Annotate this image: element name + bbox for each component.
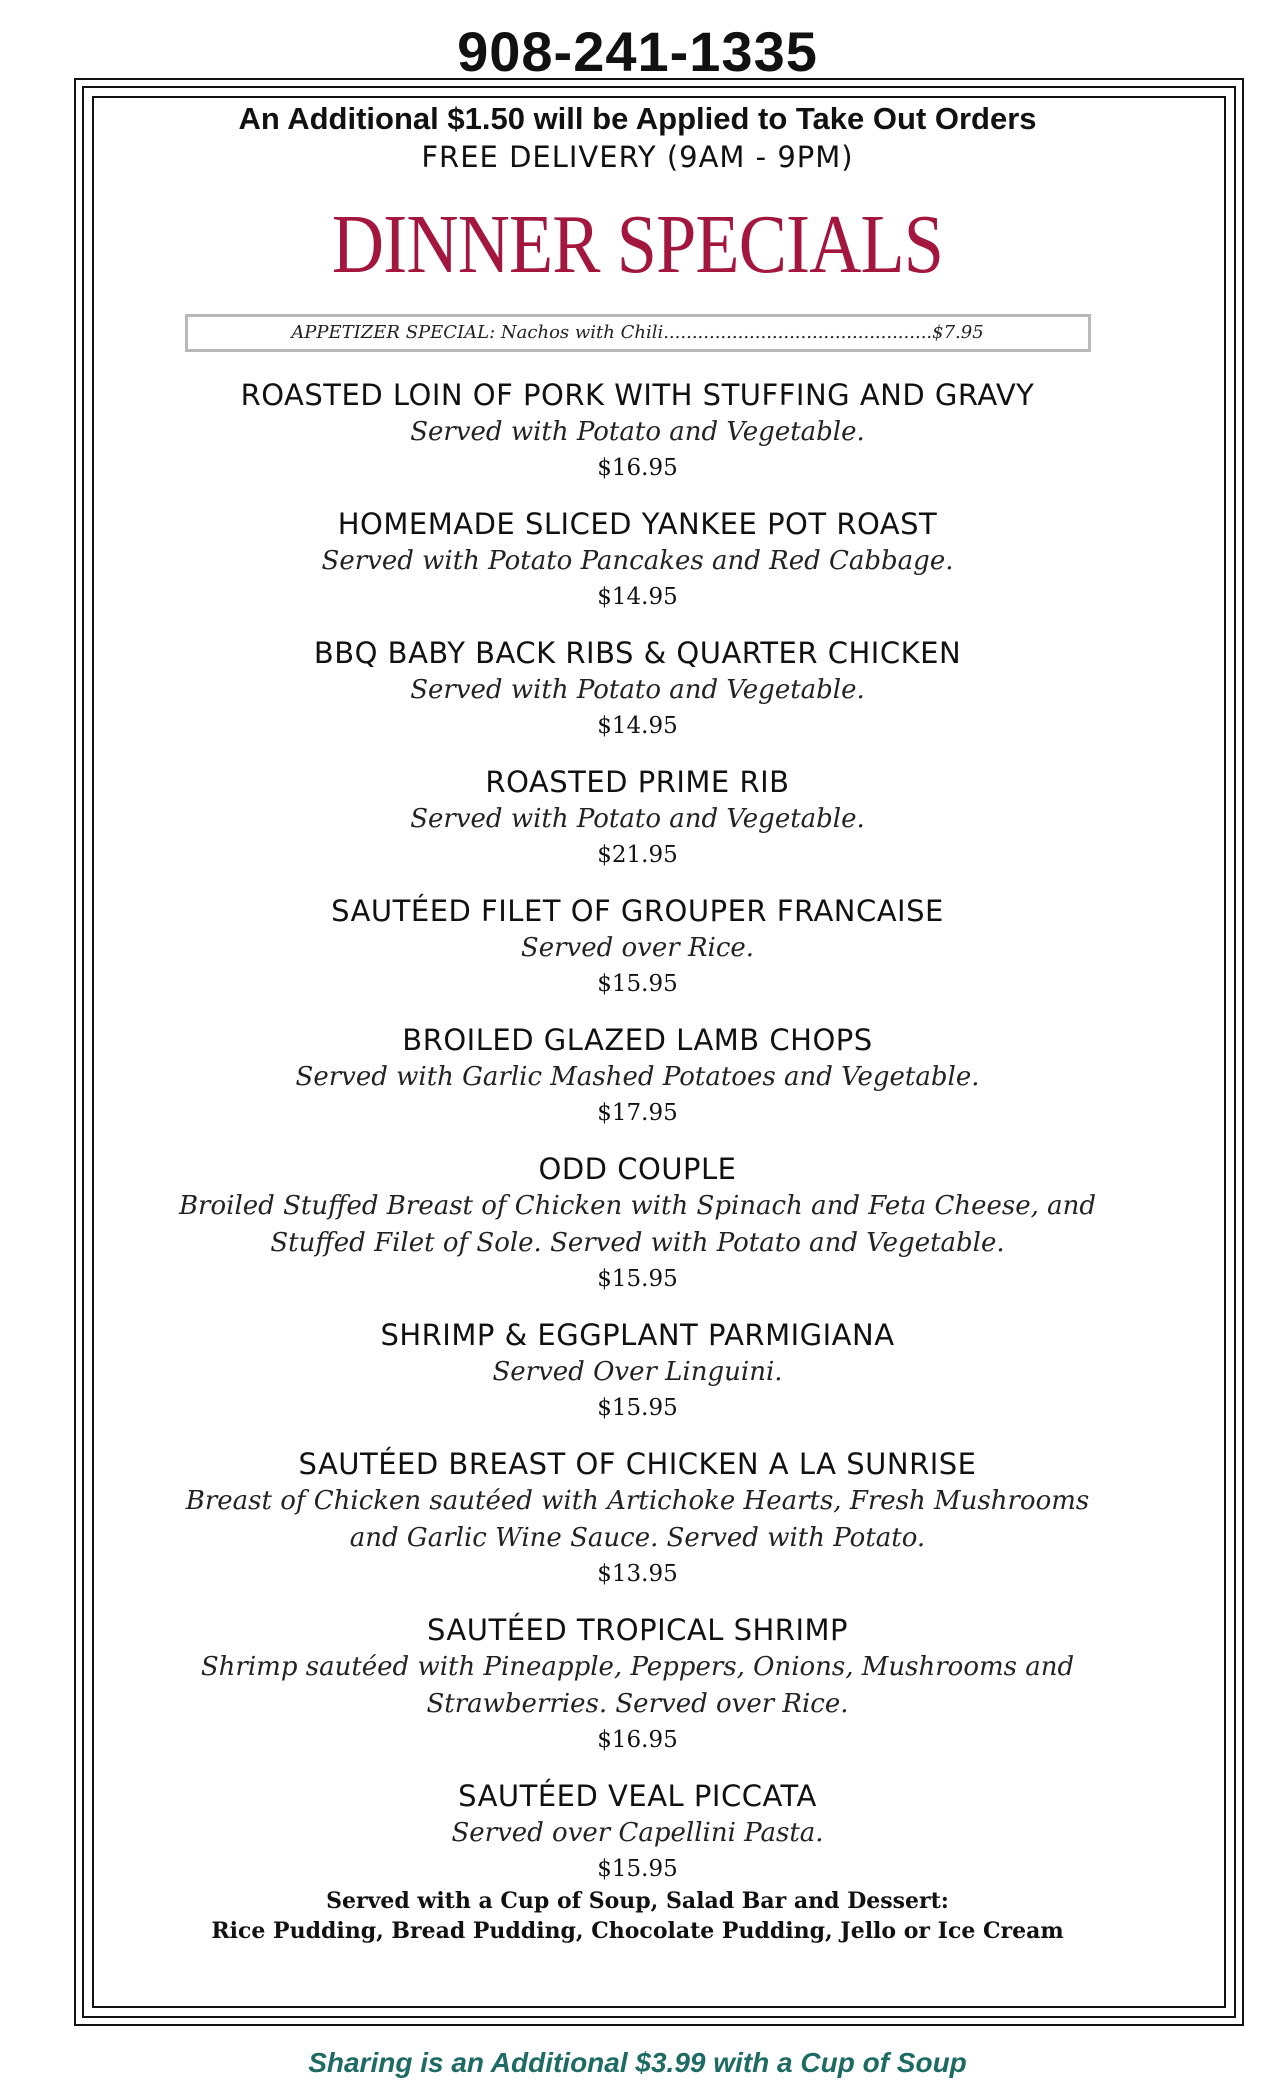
menu-item: [100, 1777, 1175, 1886]
dessert-options: Rice Pudding, Bread Pudding, Chocolate Pudding, Jello or Ice Cream: [211, 1918, 1064, 1944]
served-with-note: Served with a Cup of Soup, Salad Bar and Dessert:: [326, 1888, 949, 1914]
dish-description: Served with Potato and Vegetable.: [410, 804, 865, 834]
dish-price: $15.95: [597, 1395, 678, 1421]
dish-name: ODD COUPLE: [538, 1152, 737, 1186]
dish-description: Served over Capellini Pasta.: [451, 1818, 824, 1848]
dish-description: Served Over Linguini.: [492, 1357, 783, 1387]
takeout-notice: An Additional $1.50 will be Applied to Take Out Orders: [238, 101, 1037, 136]
dish-description: Broiled Stuffed Breast of Chicken with Spinach and Feta Cheese, and: [178, 1191, 1097, 1221]
menu-item: [100, 376, 1175, 485]
dish-description: Served with Potato and Vegetable.: [410, 417, 865, 447]
dish-name: SHRIMP & EGGPLANT PARMIGIANA: [380, 1318, 895, 1352]
dish-description: Served with Garlic Mashed Potatoes and Vegetable.: [295, 1062, 980, 1092]
dish-name: SAUTÉED VEAL PICCATA: [458, 1779, 817, 1813]
dish-name: ROASTED LOIN OF PORK WITH STUFFING AND GRAVY: [240, 378, 1035, 412]
dish-price: $21.95: [597, 842, 678, 868]
menu-item: [100, 892, 1175, 1001]
dish-price: $15.95: [597, 1266, 678, 1292]
menu-item: [100, 1021, 1175, 1130]
menu-item: [100, 1150, 1175, 1296]
dish-name: SAUTÉED TROPICAL SHRIMP: [426, 1613, 849, 1647]
dish-name: BBQ BABY BACK RIBS & QUARTER CHICKEN: [313, 636, 962, 670]
dish-description: and Garlic Wine Sauce. Served with Potato.: [349, 1523, 926, 1553]
dish-price: $17.95: [597, 1100, 678, 1126]
menu-item: [100, 1445, 1175, 1591]
menu-item: [100, 1611, 1175, 1757]
dish-list: [100, 376, 1175, 1886]
dish-description: Stuffed Filet of Sole. Served with Potato and Vegetable.: [270, 1228, 1005, 1258]
dish-price: $13.95: [597, 1561, 678, 1587]
delivery-notice: FREE DELIVERY (9AM - 9PM): [421, 140, 854, 174]
dish-price: $16.95: [597, 1727, 678, 1753]
dish-description: Served with Potato and Vegetable.: [410, 675, 865, 705]
dish-description: Served with Potato Pancakes and Red Cabbage.: [321, 546, 954, 576]
dish-price: $15.95: [597, 971, 678, 997]
sharing-note: Sharing is an Additional $3.99 with a Cup of Soup: [308, 2047, 967, 2078]
dish-price: $16.95: [597, 455, 678, 481]
dish-price: $14.95: [597, 713, 678, 739]
dish-name: BROILED GLAZED LAMB CHOPS: [402, 1023, 873, 1057]
menu-item: [100, 634, 1175, 743]
dish-price: $14.95: [597, 584, 678, 610]
appetizer-special: APPETIZER SPECIAL: Nachos with Chili...............................................$7.95: [185, 314, 1091, 352]
menu-content: [100, 100, 1175, 1946]
dish-description: Breast of Chicken sautéed with Artichoke Hearts, Fresh Mushrooms: [185, 1486, 1090, 1516]
dish-name: ROASTED PRIME RIB: [485, 765, 790, 799]
dish-description: Shrimp sautéed with Pineapple, Peppers, Onions, Mushrooms and: [200, 1652, 1075, 1682]
dish-price: $15.95: [597, 1856, 678, 1882]
menu-item: [100, 505, 1175, 614]
menu-title: DINNER SPECIALS: [331, 198, 944, 291]
dish-name: HOMEMADE SLICED YANKEE POT ROAST: [337, 507, 938, 541]
menu-item: [100, 763, 1175, 872]
dish-name: SAUTÉED FILET OF GROUPER FRANCAISE: [331, 894, 944, 928]
dish-description: Served over Rice.: [520, 933, 755, 963]
menu-item: [100, 1316, 1175, 1425]
phone-number: 908-241-1335: [457, 20, 818, 83]
dish-description: Strawberries. Served over Rice.: [426, 1689, 849, 1719]
dish-name: SAUTÉED BREAST OF CHICKEN A LA SUNRISE: [298, 1447, 977, 1481]
